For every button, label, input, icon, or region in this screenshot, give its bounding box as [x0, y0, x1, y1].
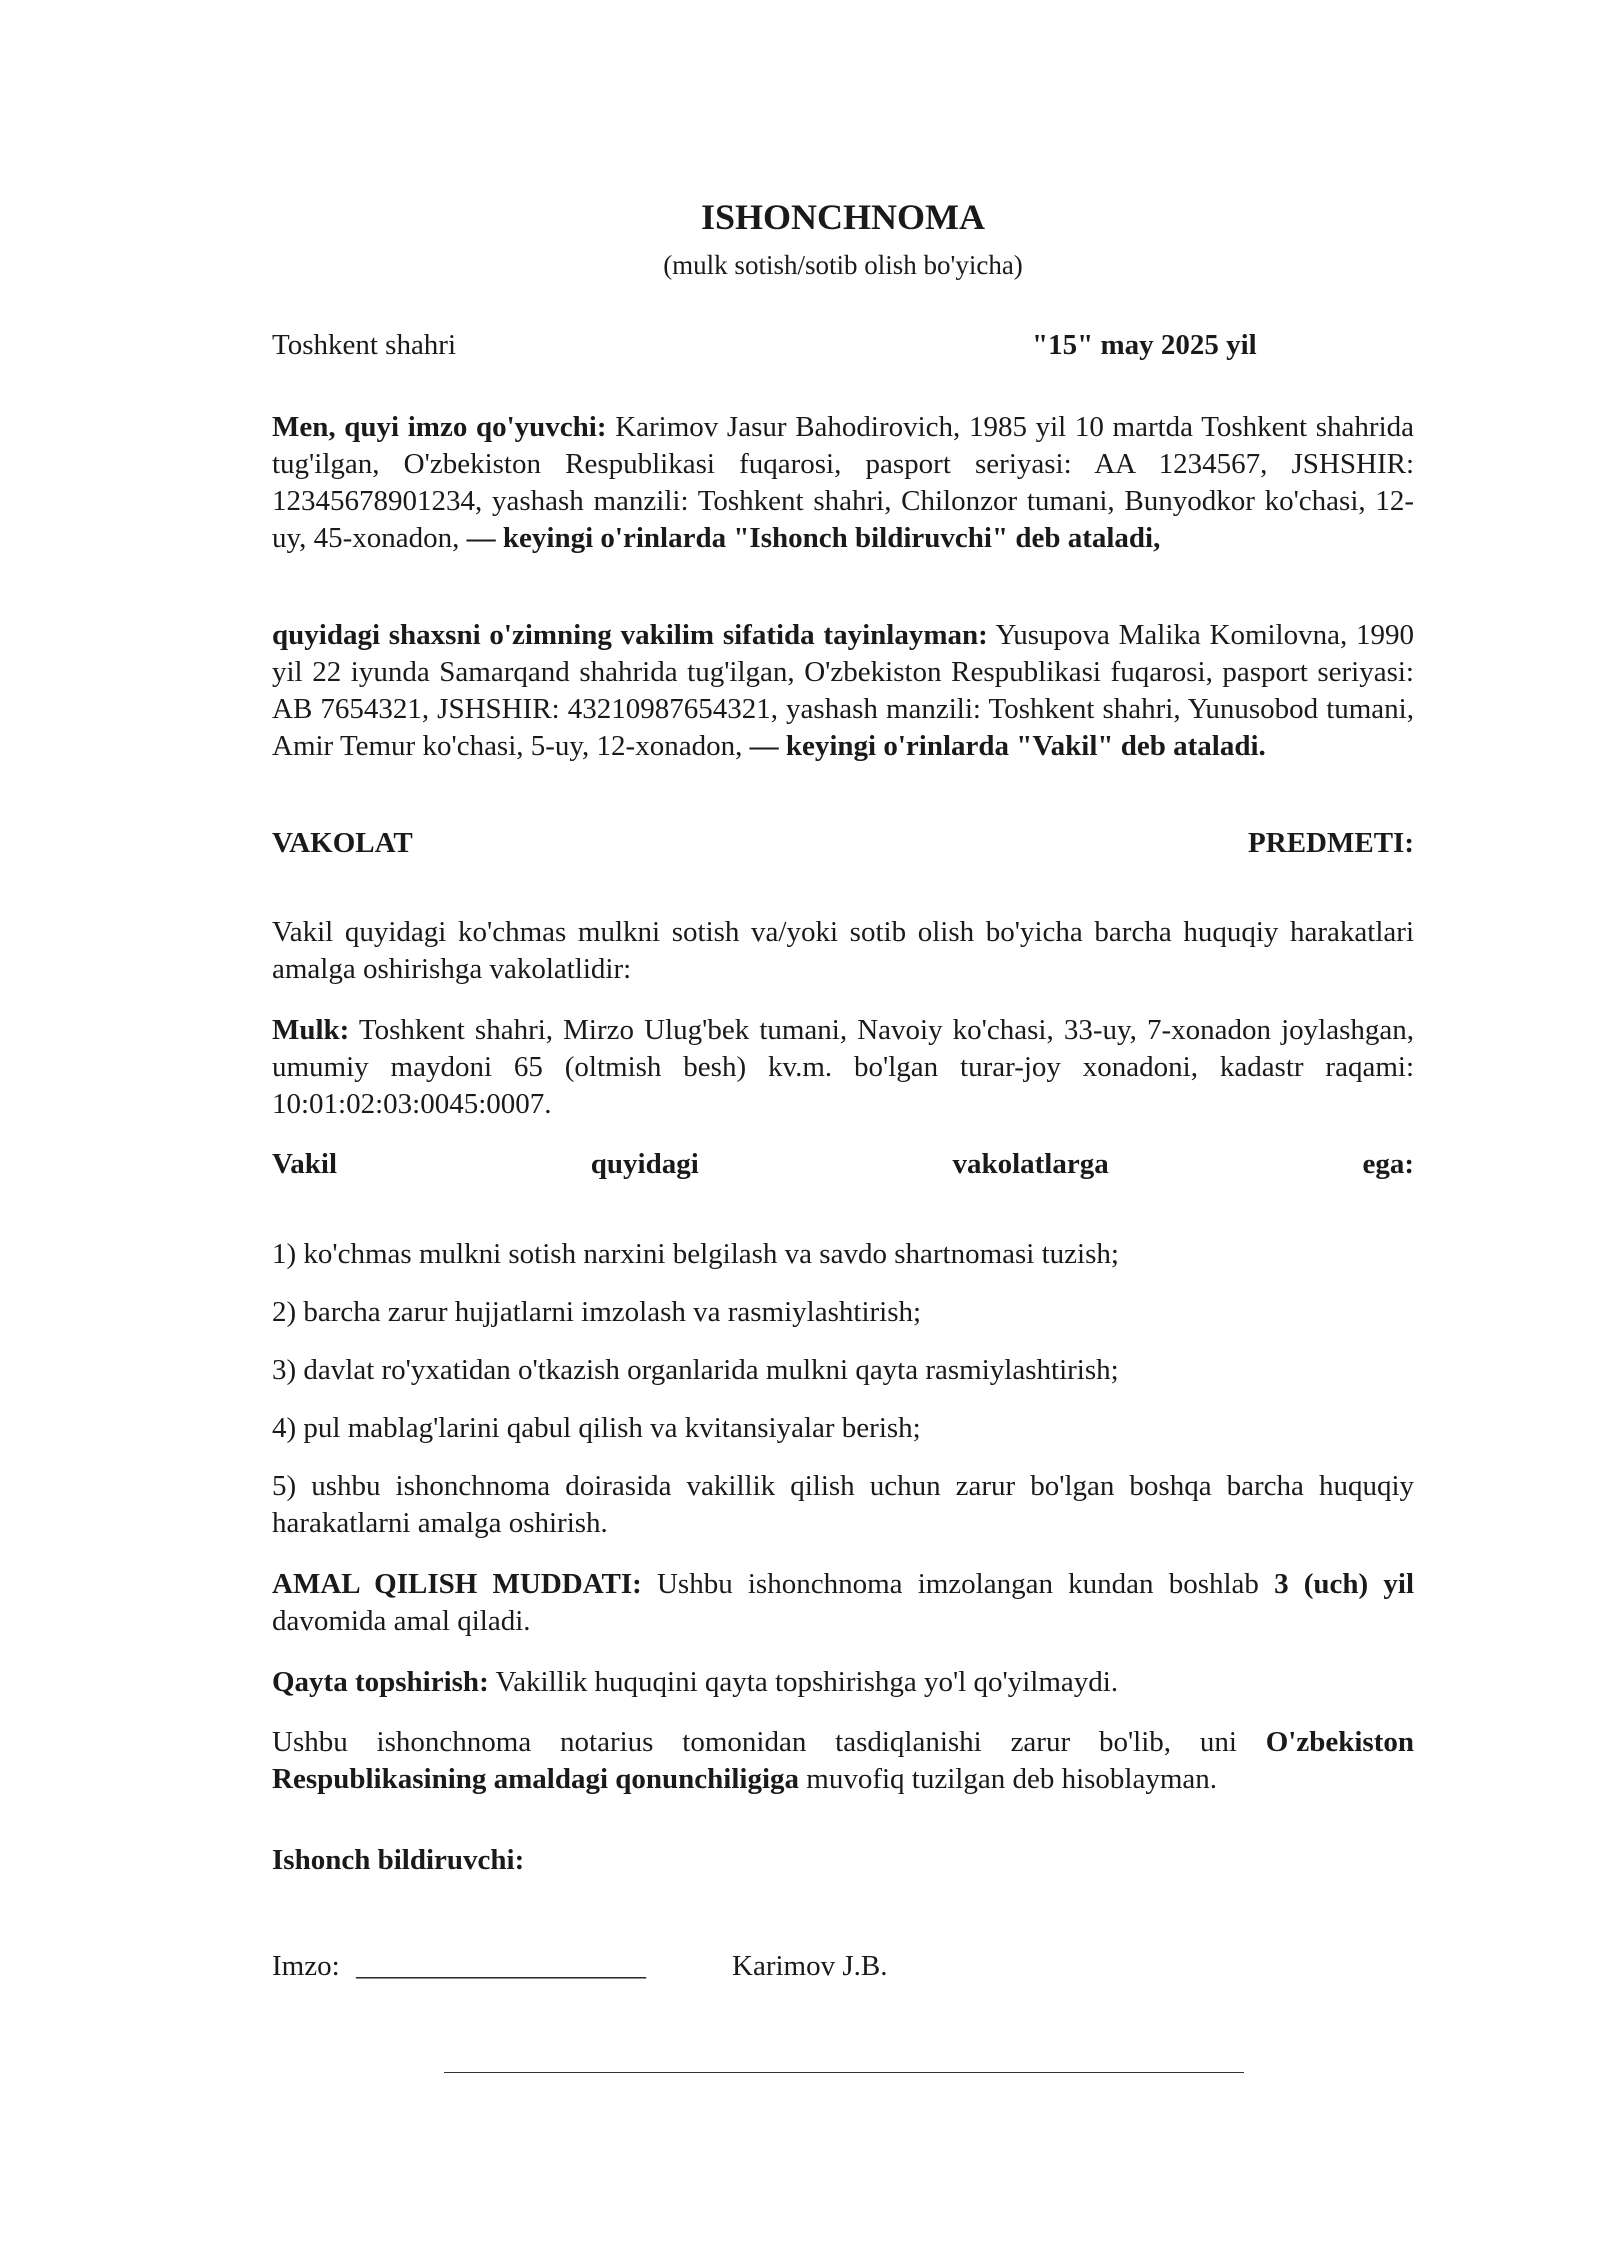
term-paragraph: [272, 1566, 1414, 1640]
place-text: Toshkent shahri: [272, 329, 457, 361]
principal-paragraph: [272, 409, 1414, 557]
signature-name: Karimov J.B.: [732, 1950, 888, 1982]
term-end: davomida amal qiladi.: [272, 1605, 531, 1637]
document-title: ISHONCHNOMA: [700, 197, 985, 237]
closing-end: muvofiq tuzilgan deb hisoblayman.: [799, 1763, 1218, 1795]
signature-line: ____________________: [356, 1950, 646, 1982]
powers-heading-word: ega:: [1362, 1148, 1414, 1180]
term-body: Ushbu ishonchnoma imzolangan kundan boshlab: [641, 1568, 1275, 1600]
signature-label: Imzo:: [272, 1950, 340, 1982]
principal-body: Karimov Jasur Bahodirovich, 1985 yil 10 martda Toshkent shahrida tug'ilgan, O'zbekiston Respublikasi fuqarosi, pasport seriyasi: AA 1234567, JSHSHIR: 12345678901234, yashash manzili: Toshkent shahri, Chilonzor tumani, Bunyodkor ko'chasi, 12-uy, 45-xonadon,: [272, 411, 1414, 554]
closing-bold: O'zbekiston Respublikasining amaldagi qonunchiligiga: [272, 1726, 1414, 1795]
term-bold: 3 (uch) yil: [1274, 1568, 1415, 1600]
property-lead: Mulk:: [272, 1014, 350, 1046]
transfer-paragraph: [272, 1664, 1414, 1701]
signature-row: [272, 1948, 1414, 1985]
document-subtitle: (mulk sotish/sotib olish bo'yicha): [663, 250, 1023, 280]
powers-heading: [272, 1146, 1414, 1183]
transfer-lead: Qayta topshirish:: [272, 1666, 489, 1698]
agent-tail: — keyingi o'rinlarda "Vakil" deb ataladi.: [749, 730, 1266, 762]
property-paragraph: [272, 1012, 1414, 1123]
principal-lead: Men, quyi imzo qo'yuvchi:: [272, 411, 607, 443]
principal-tail: — keyingi o'rinlarda "Ishonch bildiruvchi" deb ataladi,: [466, 522, 1161, 554]
term-lead: AMAL QILISH MUDDATI:: [272, 1568, 642, 1600]
property-body: Toshkent shahri, Mirzo Ulug'bek tumani, Navoiy ko'chasi, 33-uy, 7-xonadon joylashgan, umumiy maydoni 65 (oltmish besh) kv.m. bo'lgan turar-joy xonadoni, kadastr raqami: 10:01:02:03:0045:0007.: [272, 1014, 1414, 1120]
subject-heading-left: VAKOLAT: [272, 827, 413, 859]
bottom-divider: [444, 2072, 1244, 2073]
subject-heading-right: PREDMETI:: [1248, 827, 1414, 859]
powers-heading-word: quyidagi: [590, 1148, 699, 1180]
subject-heading: [272, 825, 1414, 862]
power-item-5: 5) ushbu ishonchnoma doirasida vakillik qilish uchun zarur bo'lgan boshqa barcha huquqiy harakatlarni amalga oshirish.: [272, 1470, 1414, 1539]
agent-body: Yusupova Malika Komilovna, 1990 yil 22 iyunda Samarqand shahrida tug'ilgan, O'zbekiston Respublikasi fuqarosi, pasport seriyasi: AB 7654321, JSHSHIR: 43210987654321, yashash manzili: Toshkent shahri, Yunusobod tumani, Amir Temur ko'chasi, 5-uy, 12-xonadon,: [272, 619, 1414, 762]
closing-start: Ushbu ishonchnoma notarius tomonidan tasdiqlanishi zarur bo'lib, uni: [272, 1726, 1266, 1758]
date-text: "15" may 2025 yil: [1032, 329, 1257, 361]
power-item-2: 2) barcha zarur hujjatlarni imzolash va rasmiylashtirish;: [272, 1296, 922, 1328]
subject-paragraph: Vakil quyidagi ko'chmas mulkni sotish va/yoki sotib olish bo'yicha barcha huquqiy harakatlari amalga oshirishga vakolatlidir:: [272, 916, 1414, 985]
closing-paragraph: [272, 1724, 1414, 1798]
agent-paragraph: [272, 617, 1414, 765]
place-date-row: [272, 327, 1414, 364]
agent-lead: quyidagi shaxsni o'zimning vakilim sifatida tayinlayman:: [272, 619, 988, 651]
power-item-4: 4) pul mablag'larini qabul qilish va kvitansiyalar berish;: [272, 1412, 921, 1444]
powers-heading-word: vakolatlarga: [952, 1148, 1109, 1180]
powers-heading-word: Vakil: [272, 1148, 338, 1180]
power-item-3: 3) davlat ro'yxatidan o'tkazish organlarida mulkni qayta rasmiylashtirish;: [272, 1354, 1119, 1386]
signature-heading: Ishonch bildiruvchi:: [272, 1844, 525, 1876]
power-item-1: 1) ko'chmas mulkni sotish narxini belgilash va savdo shartnomasi tuzish;: [272, 1238, 1119, 1270]
transfer-body: Vakillik huquqini qayta topshirishga yo'l qo'yilmaydi.: [488, 1666, 1119, 1698]
